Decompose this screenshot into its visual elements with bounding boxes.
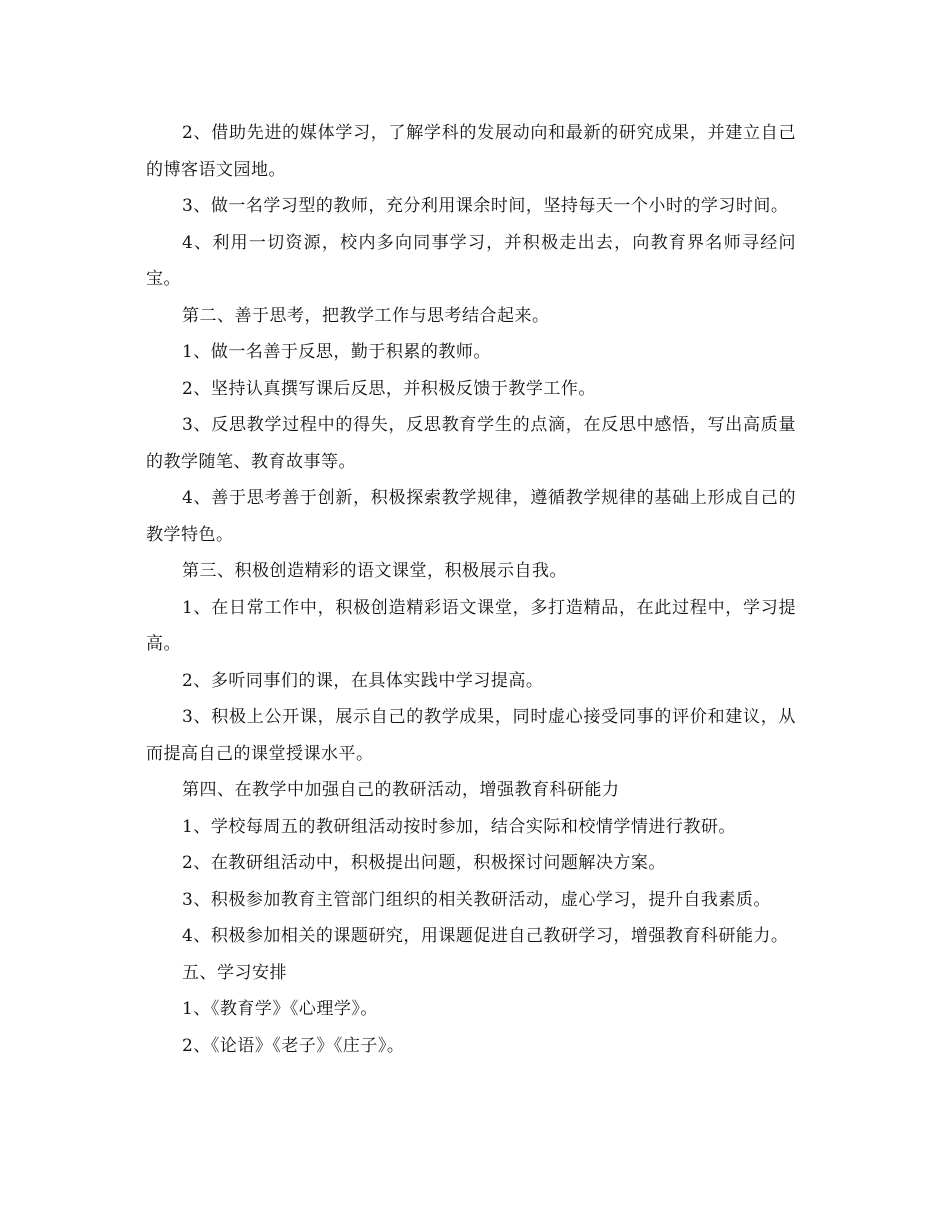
paragraph-innovation: 4、善于思考善于创新，积极探索教学规律，遵循教学规律的基础上形成自己的教学特色。: [146, 488, 796, 545]
paragraph-weekly-research: 1、学校每周五的教研组活动按时参加，结合实际和校情学情进行教研。: [182, 816, 736, 837]
section-heading-2: 第二、善于思考，把教学工作与思考结合起来。: [182, 305, 550, 326]
paragraph-reflect-gains-losses: 3、反思教学过程中的得失，反思教育学生的点滴，在反思中感悟，写出高质量的教学随笔、教育故事等。: [146, 415, 796, 472]
document-body: [146, 115, 796, 1064]
list-item-reading-2: 2、《论语》《老子》《庄子》。: [182, 1035, 405, 1056]
paragraph-use-resources: 4、利用一切资源，校内多向同事学习，并积极走出去，向教育界名师寻经问宝。: [146, 232, 796, 289]
paragraph-daily-work: 1、在日常工作中，积极创造精彩语文课堂，多打造精品，在此过程中，学习提高。: [146, 597, 796, 654]
paragraph-learning-teacher: 3、做一名学习型的教师，充分利用课余时间，坚持每天一个小时的学习时间。: [182, 196, 789, 216]
paragraph-reflective-teacher: 1、做一名善于反思，勤于积累的教师。: [182, 342, 491, 362]
paragraph-attend-classes: 2、多听同事们的课，在具体实践中学习提高。: [182, 670, 544, 691]
list-item-reading-1: 1、《教育学》《心理学》。: [182, 999, 378, 1019]
paragraph-post-class-reflection: 2、坚持认真撰写课后反思，并积极反馈于教学工作。: [182, 378, 596, 399]
paragraph-research-activities: 3、积极参加教育主管部门组织的相关教研活动，虚心学习，提升自我素质。: [182, 889, 771, 910]
section-heading-5: 五、学习安排: [182, 962, 287, 983]
paragraph-media-learning: 2、借助先进的媒体学习，了解学科的发展动向和最新的研究成果，并建立自己的博客语文园地。: [146, 123, 796, 180]
section-heading-4: 第四、在教学中加强自己的教研活动，增强教育科研能力: [182, 780, 620, 800]
paragraph-open-classes: 3、积极上公开课，展示自己的教学成果，同时虚心接受同事的评价和建议，从而提高自己的课堂授课水平。: [146, 707, 796, 764]
paragraph-topic-research: 4、积极参加相关的课题研究，用课题促进自己教研学习，增强教育科研能力。: [182, 926, 789, 946]
paragraph-raise-questions: 2、在教研组活动中，积极提出问题，积极探讨问题解决方案。: [182, 853, 666, 873]
section-heading-3: 第三、积极创造精彩的语文课堂，积极展示自我。: [182, 561, 567, 581]
